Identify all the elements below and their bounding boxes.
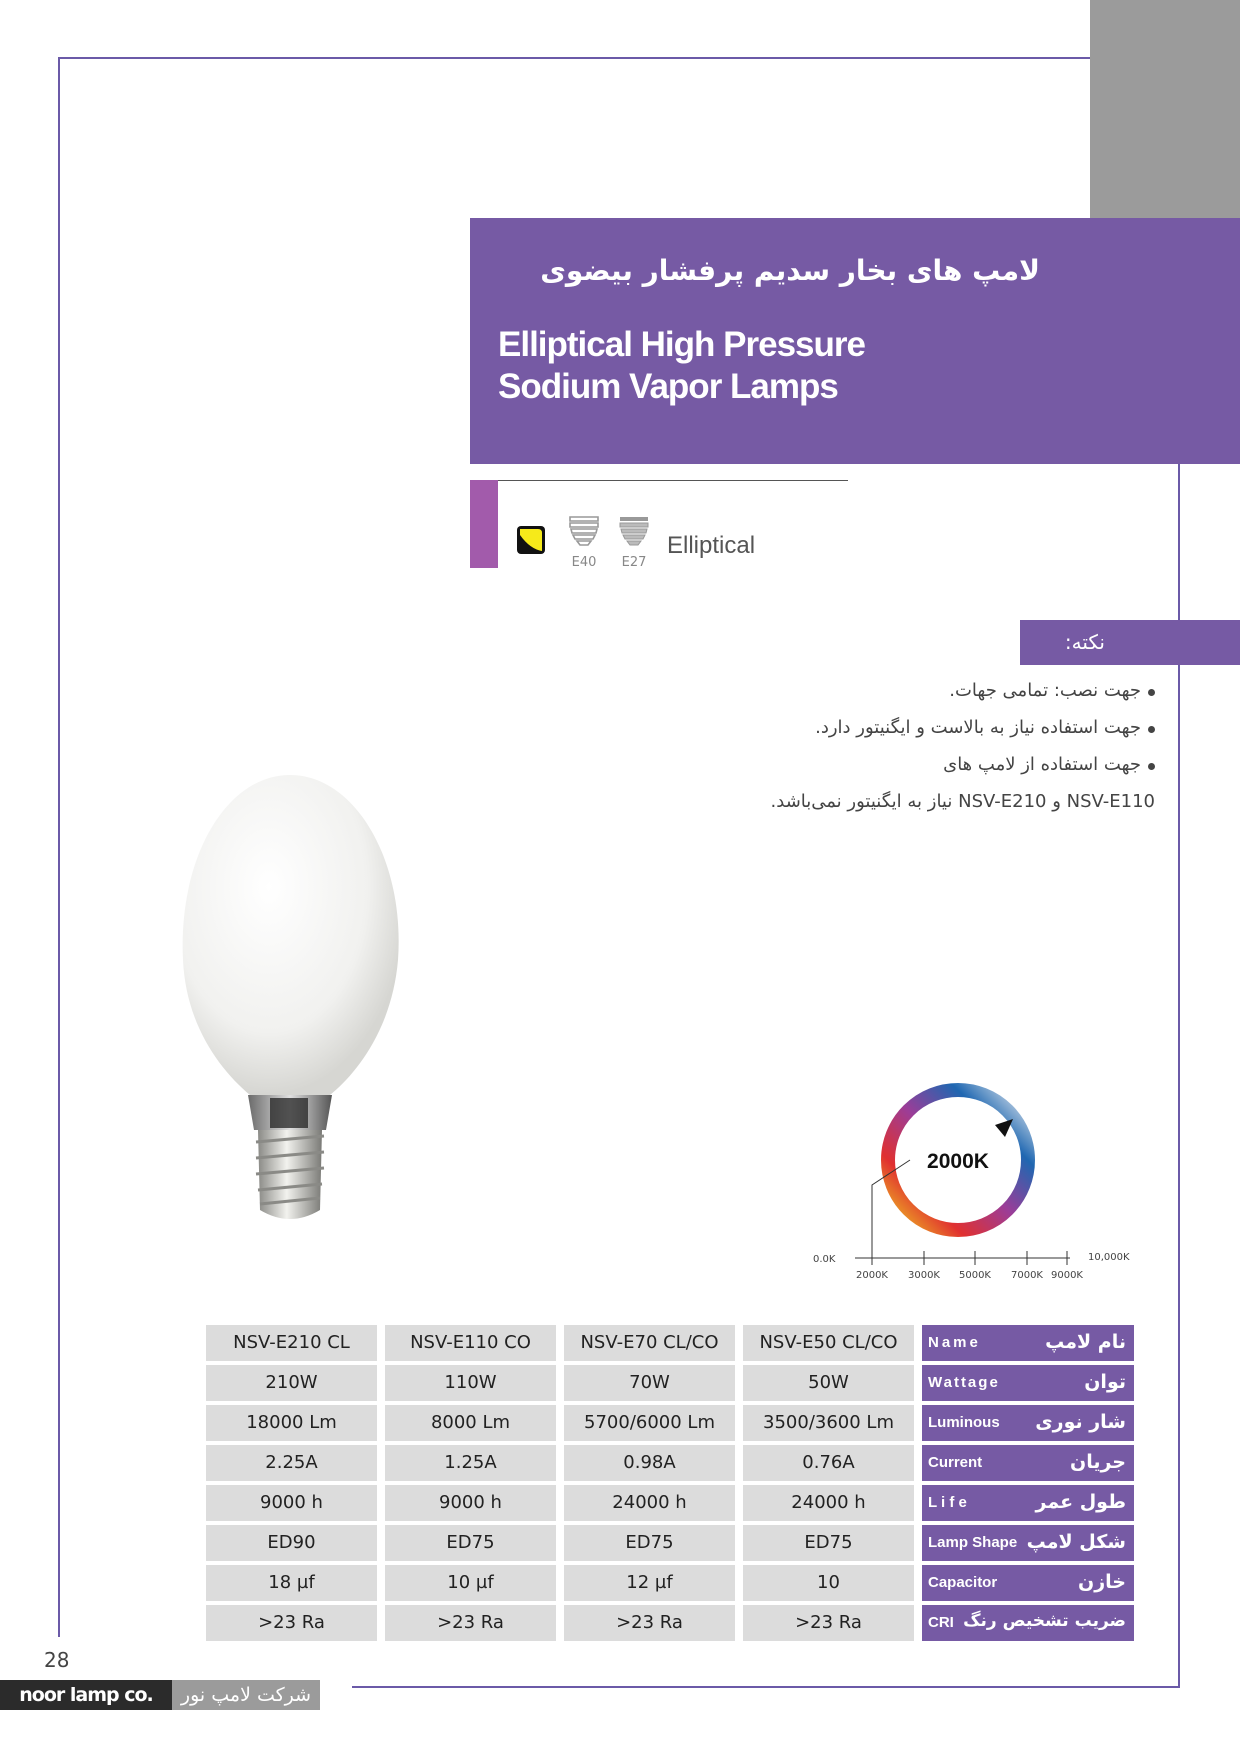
pointer-arrow-icon	[995, 1119, 1013, 1137]
note-item-continuation: NSV-E110 و NSV-E210 نیاز به ایگنیتور نمی‌باشد.	[770, 791, 1155, 812]
color-temperature-chart	[805, 1075, 1145, 1285]
table-row-lamp-shape	[204, 1525, 1134, 1565]
table-cell: 110W	[385, 1365, 556, 1401]
page-number: 28	[44, 1648, 70, 1672]
scale-max-label: 10,000K	[1088, 1252, 1130, 1263]
table-cell: ED75	[564, 1525, 735, 1561]
note-list	[615, 680, 1155, 828]
bullet-dot	[1148, 689, 1155, 696]
tick-label: 2000K	[855, 1270, 889, 1281]
row-header	[922, 1485, 1134, 1521]
title-en-line2: Sodium Vapor Lamps	[498, 367, 838, 406]
table-cell: 70W	[564, 1365, 735, 1401]
table-cell: >23 Ra	[206, 1605, 377, 1641]
title-box	[470, 218, 1240, 464]
table-row-wattage	[204, 1365, 1134, 1405]
row-header-fa: جریان	[1070, 1451, 1126, 1473]
row-header-en: L i f e	[928, 1494, 967, 1511]
table-cell: 12 µf	[564, 1565, 735, 1601]
table-cell: 10 µf	[385, 1565, 556, 1601]
row-header	[922, 1405, 1134, 1441]
cri-icon	[516, 525, 546, 555]
table-cell: >23 Ra	[564, 1605, 735, 1641]
note-item: جهت استفاده از لامپ های	[615, 754, 1155, 791]
accent-line	[498, 480, 848, 481]
table-cell: >23 Ra	[385, 1605, 556, 1641]
company-logo	[0, 1680, 320, 1710]
row-header-en: CRI	[928, 1614, 954, 1631]
note-box	[1020, 620, 1240, 665]
row-header	[922, 1605, 1134, 1641]
lamp-image	[180, 770, 410, 1240]
scale-min-label: 0.0K	[813, 1254, 836, 1265]
table-cell: 3500/3600 Lm	[743, 1405, 914, 1441]
table-cell: 0.98A	[564, 1445, 735, 1481]
page-title-fa: لامپ های بخار سدیم پرفشار بیضوی	[540, 254, 1040, 287]
table-cell: 1.25A	[385, 1445, 556, 1481]
title-en-line1: Elliptical High Pressure	[498, 325, 865, 364]
frame-bottom-line	[352, 1686, 1180, 1688]
e40-base-icon	[567, 513, 601, 553]
table-row-name	[204, 1325, 1134, 1365]
row-header	[922, 1445, 1134, 1481]
table-cell: 2.25A	[206, 1445, 377, 1481]
accent-bar	[470, 480, 498, 568]
table-row-life	[204, 1485, 1134, 1525]
row-header-fa: نام لامپ	[1045, 1331, 1126, 1353]
table-cell: 18000 Lm	[206, 1405, 377, 1441]
table-cell: 10	[743, 1565, 914, 1601]
row-header-en: Lamp Shape	[928, 1534, 1018, 1551]
page-title-en	[498, 324, 865, 408]
table-row-luminous	[204, 1405, 1134, 1445]
row-header-fa: توان	[1084, 1371, 1126, 1393]
row-header	[922, 1565, 1134, 1601]
row-header-fa: شار نوری	[1035, 1411, 1126, 1433]
note-title: نکته:	[1064, 630, 1105, 654]
tick-label: 7000K	[1010, 1270, 1044, 1281]
cct-value: 2000K	[927, 1150, 989, 1173]
table-cell: 9000 h	[385, 1485, 556, 1521]
table-cell: 5700/6000 Lm	[564, 1405, 735, 1441]
note-item: جهت استفاده نیاز به بالاست و ایگنیتور دارد.	[615, 717, 1155, 754]
spec-table	[204, 1325, 1134, 1645]
row-header	[922, 1365, 1134, 1401]
table-cell: ED75	[743, 1525, 914, 1561]
table-cell: NSV-E110 CO	[385, 1325, 556, 1361]
row-header-fa: ضریب تشخیص رنگ	[963, 1611, 1126, 1631]
corner-block	[1090, 0, 1240, 218]
row-header-en: Capacitor	[928, 1574, 998, 1591]
frame-left-line	[58, 57, 60, 1637]
bullet-dot	[1148, 763, 1155, 770]
table-cell: NSV-E70 CL/CO	[564, 1325, 735, 1361]
table-cell: 210W	[206, 1365, 377, 1401]
e27-base-icon	[617, 513, 651, 553]
tick-label: 5000K	[958, 1270, 992, 1281]
table-cell: 50W	[743, 1365, 914, 1401]
tick-label: 9000K	[1050, 1270, 1084, 1281]
bullet-dot	[1148, 726, 1155, 733]
table-cell: 24000 h	[743, 1485, 914, 1521]
table-row-capacitor	[204, 1565, 1134, 1605]
row-header-en: Name	[928, 1334, 981, 1351]
tick-label: 3000K	[907, 1270, 941, 1281]
row-header	[922, 1325, 1134, 1361]
row-header-en: Current	[928, 1454, 983, 1471]
row-header-fa: خازن	[1078, 1571, 1126, 1593]
row-header	[922, 1525, 1134, 1561]
table-cell: NSV-E50 CL/CO	[743, 1325, 914, 1361]
logo-en: noor lamp co.	[0, 1680, 172, 1710]
table-row-cri	[204, 1605, 1134, 1645]
row-header-fa: شکل لامپ	[1026, 1531, 1126, 1553]
row-header-en: Wattage	[928, 1374, 1000, 1391]
row-header-en: Luminous	[928, 1414, 1000, 1431]
e27-label: E27	[621, 555, 647, 570]
table-cell: ED75	[385, 1525, 556, 1561]
table-cell: NSV-E210 CL	[206, 1325, 377, 1361]
table-cell: 18 µf	[206, 1565, 377, 1601]
e40-label: E40	[571, 555, 597, 570]
table-cell: >23 Ra	[743, 1605, 914, 1641]
logo-fa: شرکت لامپ نور	[172, 1680, 320, 1710]
table-cell: ED90	[206, 1525, 377, 1561]
frame-top-line	[58, 57, 1090, 59]
row-header-fa: طول عمر	[1035, 1491, 1126, 1513]
table-cell: 0.76A	[743, 1445, 914, 1481]
lamp-shape-label: Elliptical	[667, 532, 756, 559]
table-cell: 9000 h	[206, 1485, 377, 1521]
note-item: جهت نصب: تمامی جهات.	[615, 680, 1155, 717]
table-cell: 24000 h	[564, 1485, 735, 1521]
table-cell: 8000 Lm	[385, 1405, 556, 1441]
table-row-current	[204, 1445, 1134, 1485]
